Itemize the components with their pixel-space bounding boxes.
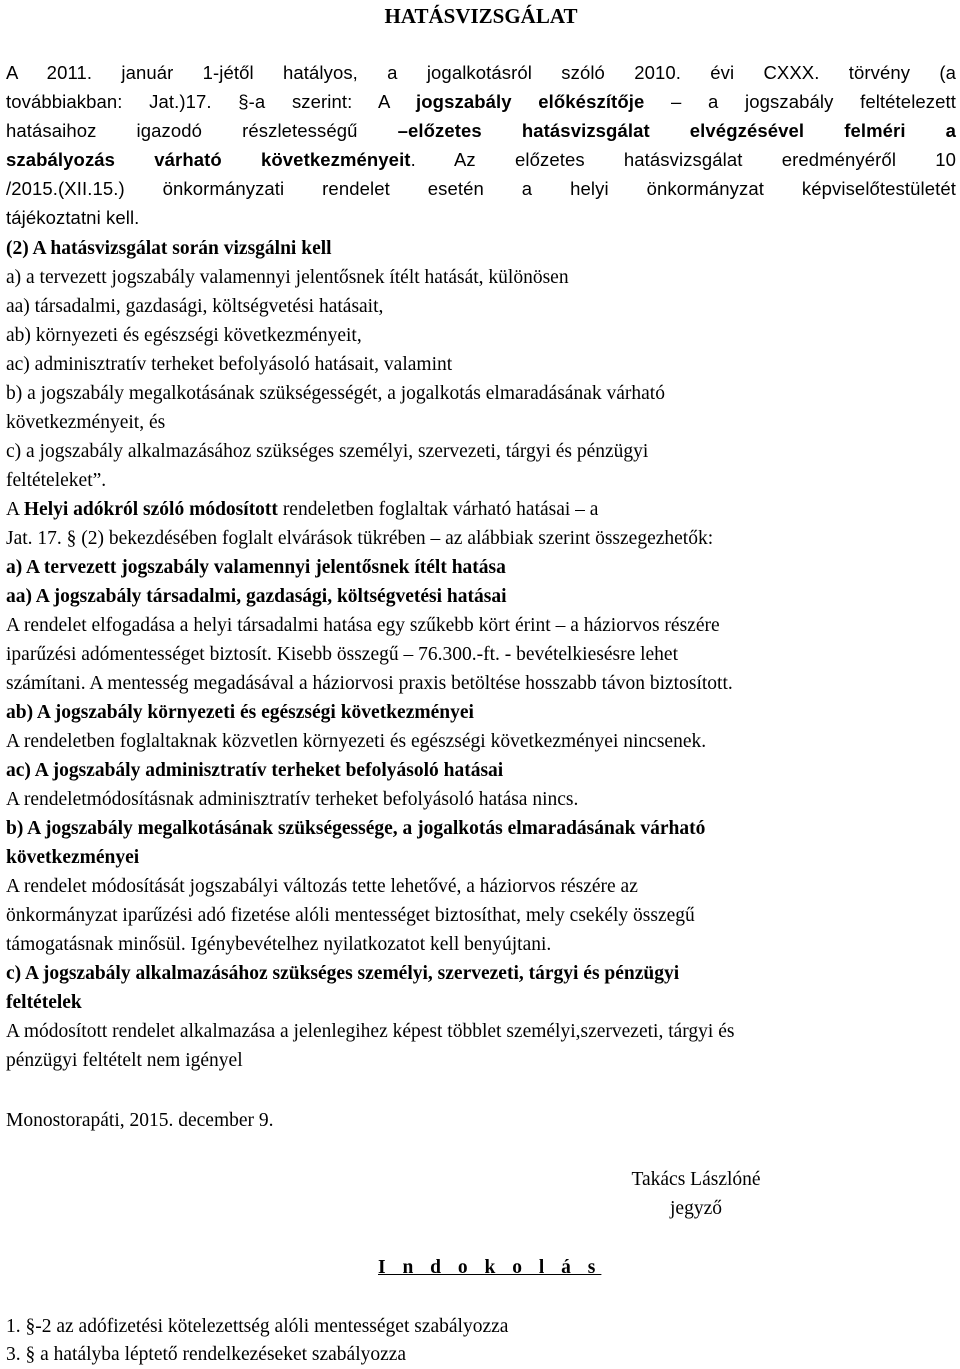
eval-ab-line-1: A rendeletben foglaltaknak közvetlen környezeti és egészségi következményei nincsenek.	[6, 731, 707, 752]
indoklas-item-1: 1. §-2 az adófizetési kötelezettség alóli mentességet szabályozza	[6, 1316, 509, 1337]
eval-b-line-2: önkormányzat iparűzési adó fizetése alóli mentességet biztosíthat, mely csekély összegű	[6, 905, 695, 926]
eval-b-line-3: támogatásnak minősül. Igénybevételhez nyilatkozatot kell benyújtani.	[6, 934, 552, 955]
intro-line-1: A 2011. január 1-jétől hatályos, a jogalkotásról szóló 2010. évi CXXX. törvény (a	[6, 62, 956, 83]
section-2-b-line-1: b) a jogszabály megalkotásának szükségességét, a jogalkotás elmaradásának várható	[6, 383, 665, 404]
eval-heading-aa: aa) A jogszabály társadalmi, gazdasági, költségvetési hatásai	[6, 586, 507, 607]
helyi-text: rendeletben foglaltak várható hatásai – a	[277, 499, 599, 520]
intro-line-5: /2015.(XII.15.) önkormányzati rendelet esetén a helyi önkormányzat képviselőtestületét	[6, 178, 956, 199]
eval-heading-c-line-1: c) A jogszabály alkalmazásához szükséges személyi, szervezeti, tárgyi és pénzügyi	[6, 963, 680, 984]
section-2-aa: aa) társadalmi, gazdasági, költségvetési hatásait,	[6, 296, 384, 317]
eval-aa-line-1: A rendelet elfogadása a helyi társadalmi hatása egy szűkebb kört érint – a háziorvos részére	[6, 615, 720, 636]
eval-heading-c-line-2: feltételek	[6, 992, 82, 1013]
document-title: HATÁSVIZSGÁLAT	[384, 4, 578, 28]
eval-c-line-2: pénzügyi feltételt nem igényel	[6, 1050, 243, 1071]
eval-heading-ac: ac) A jogszabály adminisztratív terheket befolyásoló hatásai	[6, 760, 504, 781]
section-2-b-line-2: következményeit, és	[6, 412, 166, 433]
indoklas-item-3: 3. § a hatályba léptető rendelkezéseket szabályozza	[6, 1344, 407, 1365]
intro-bold: jogszabály előkészítője	[416, 91, 645, 112]
section-2-a: a) a tervezett jogszabály valamennyi jelentősnek ítélt hatását, különösen	[6, 267, 569, 288]
intro-text: . Az előzetes hatásvizsgálat eredményéről 10	[410, 149, 957, 170]
place-and-date: Monostorapáti, 2015. december 9.	[6, 1110, 274, 1131]
eval-heading-b-line-1: b) A jogszabály megalkotásának szükségessége, a jogalkotás elmaradásának várható	[6, 818, 706, 839]
helyi-text: A	[6, 499, 24, 520]
indoklas-heading: I n d o k o l á s	[378, 1257, 602, 1278]
intro-line-3	[6, 116, 956, 145]
signature-role: jegyző	[670, 1198, 722, 1219]
section-2-c-line-1: c) a jogszabály alkalmazásához szükséges személyi, szervezeti, tárgyi és pénzügyi	[6, 441, 649, 462]
section-2-ab: ab) környezeti és egészségi következményeit,	[6, 325, 362, 346]
helyi-line-1	[6, 495, 956, 524]
intro-line-2	[6, 87, 956, 116]
eval-ac-line-1: A rendeletmódosításnak adminisztratív terheket befolyásoló hatása nincs.	[6, 789, 579, 810]
intro-bold: szabályozás várható következményeit	[6, 149, 411, 170]
section-2-heading: (2) A hatásvizsgálat során vizsgálni kell	[6, 238, 332, 259]
helyi-line-2: Jat. 17. § (2) bekezdésében foglalt elvárások tükrében – az alábbiak szerint összegezhetők:	[6, 528, 714, 549]
eval-heading-b-line-2: következményei	[6, 847, 140, 868]
signature-block	[566, 1165, 826, 1223]
eval-heading-ab: ab) A jogszabály környezeti és egészségi következményei	[6, 702, 474, 723]
eval-aa-line-2: iparűzési adómentességet biztosít. Kisebb összegű – 76.300.-ft. - bevételkiesésre lehet	[6, 644, 679, 665]
signature-name: Takács Lászlóné	[631, 1169, 761, 1190]
eval-b-line-1: A rendelet módosítását jogszabályi változás tette lehetővé, a háziorvos részére az	[6, 876, 638, 897]
intro-line-6: tájékoztatni kell.	[6, 207, 140, 228]
intro-bold: –előzetes hatásvizsgálat elvégzésével felméri a	[397, 120, 957, 141]
eval-aa-line-3: számítani. A mentesség megadásával a háziorvosi praxis betöltése hosszabb távon biztosított.	[6, 673, 733, 694]
eval-heading-a: a) A tervezett jogszabály valamennyi jelentősnek ítélt hatása	[6, 557, 506, 578]
section-2-ac: ac) adminisztratív terheket befolyásoló hatásait, valamint	[6, 354, 453, 375]
intro-text: – a jogszabály feltételezett	[644, 91, 957, 112]
intro-line-4	[6, 145, 956, 174]
helyi-bold: Helyi adókról szóló módosított	[23, 499, 278, 520]
intro-text: továbbiakban: Jat.)17. §-a szerint: A	[6, 91, 417, 112]
section-2-c-line-2: feltételeket”.	[6, 470, 107, 491]
eval-c-line-1: A módosított rendelet alkalmazása a jelenlegihez képest többlet személyi,szervezeti, tárgyi és	[6, 1021, 735, 1042]
intro-text: hatásaihoz igazodó részletességű	[6, 120, 398, 141]
